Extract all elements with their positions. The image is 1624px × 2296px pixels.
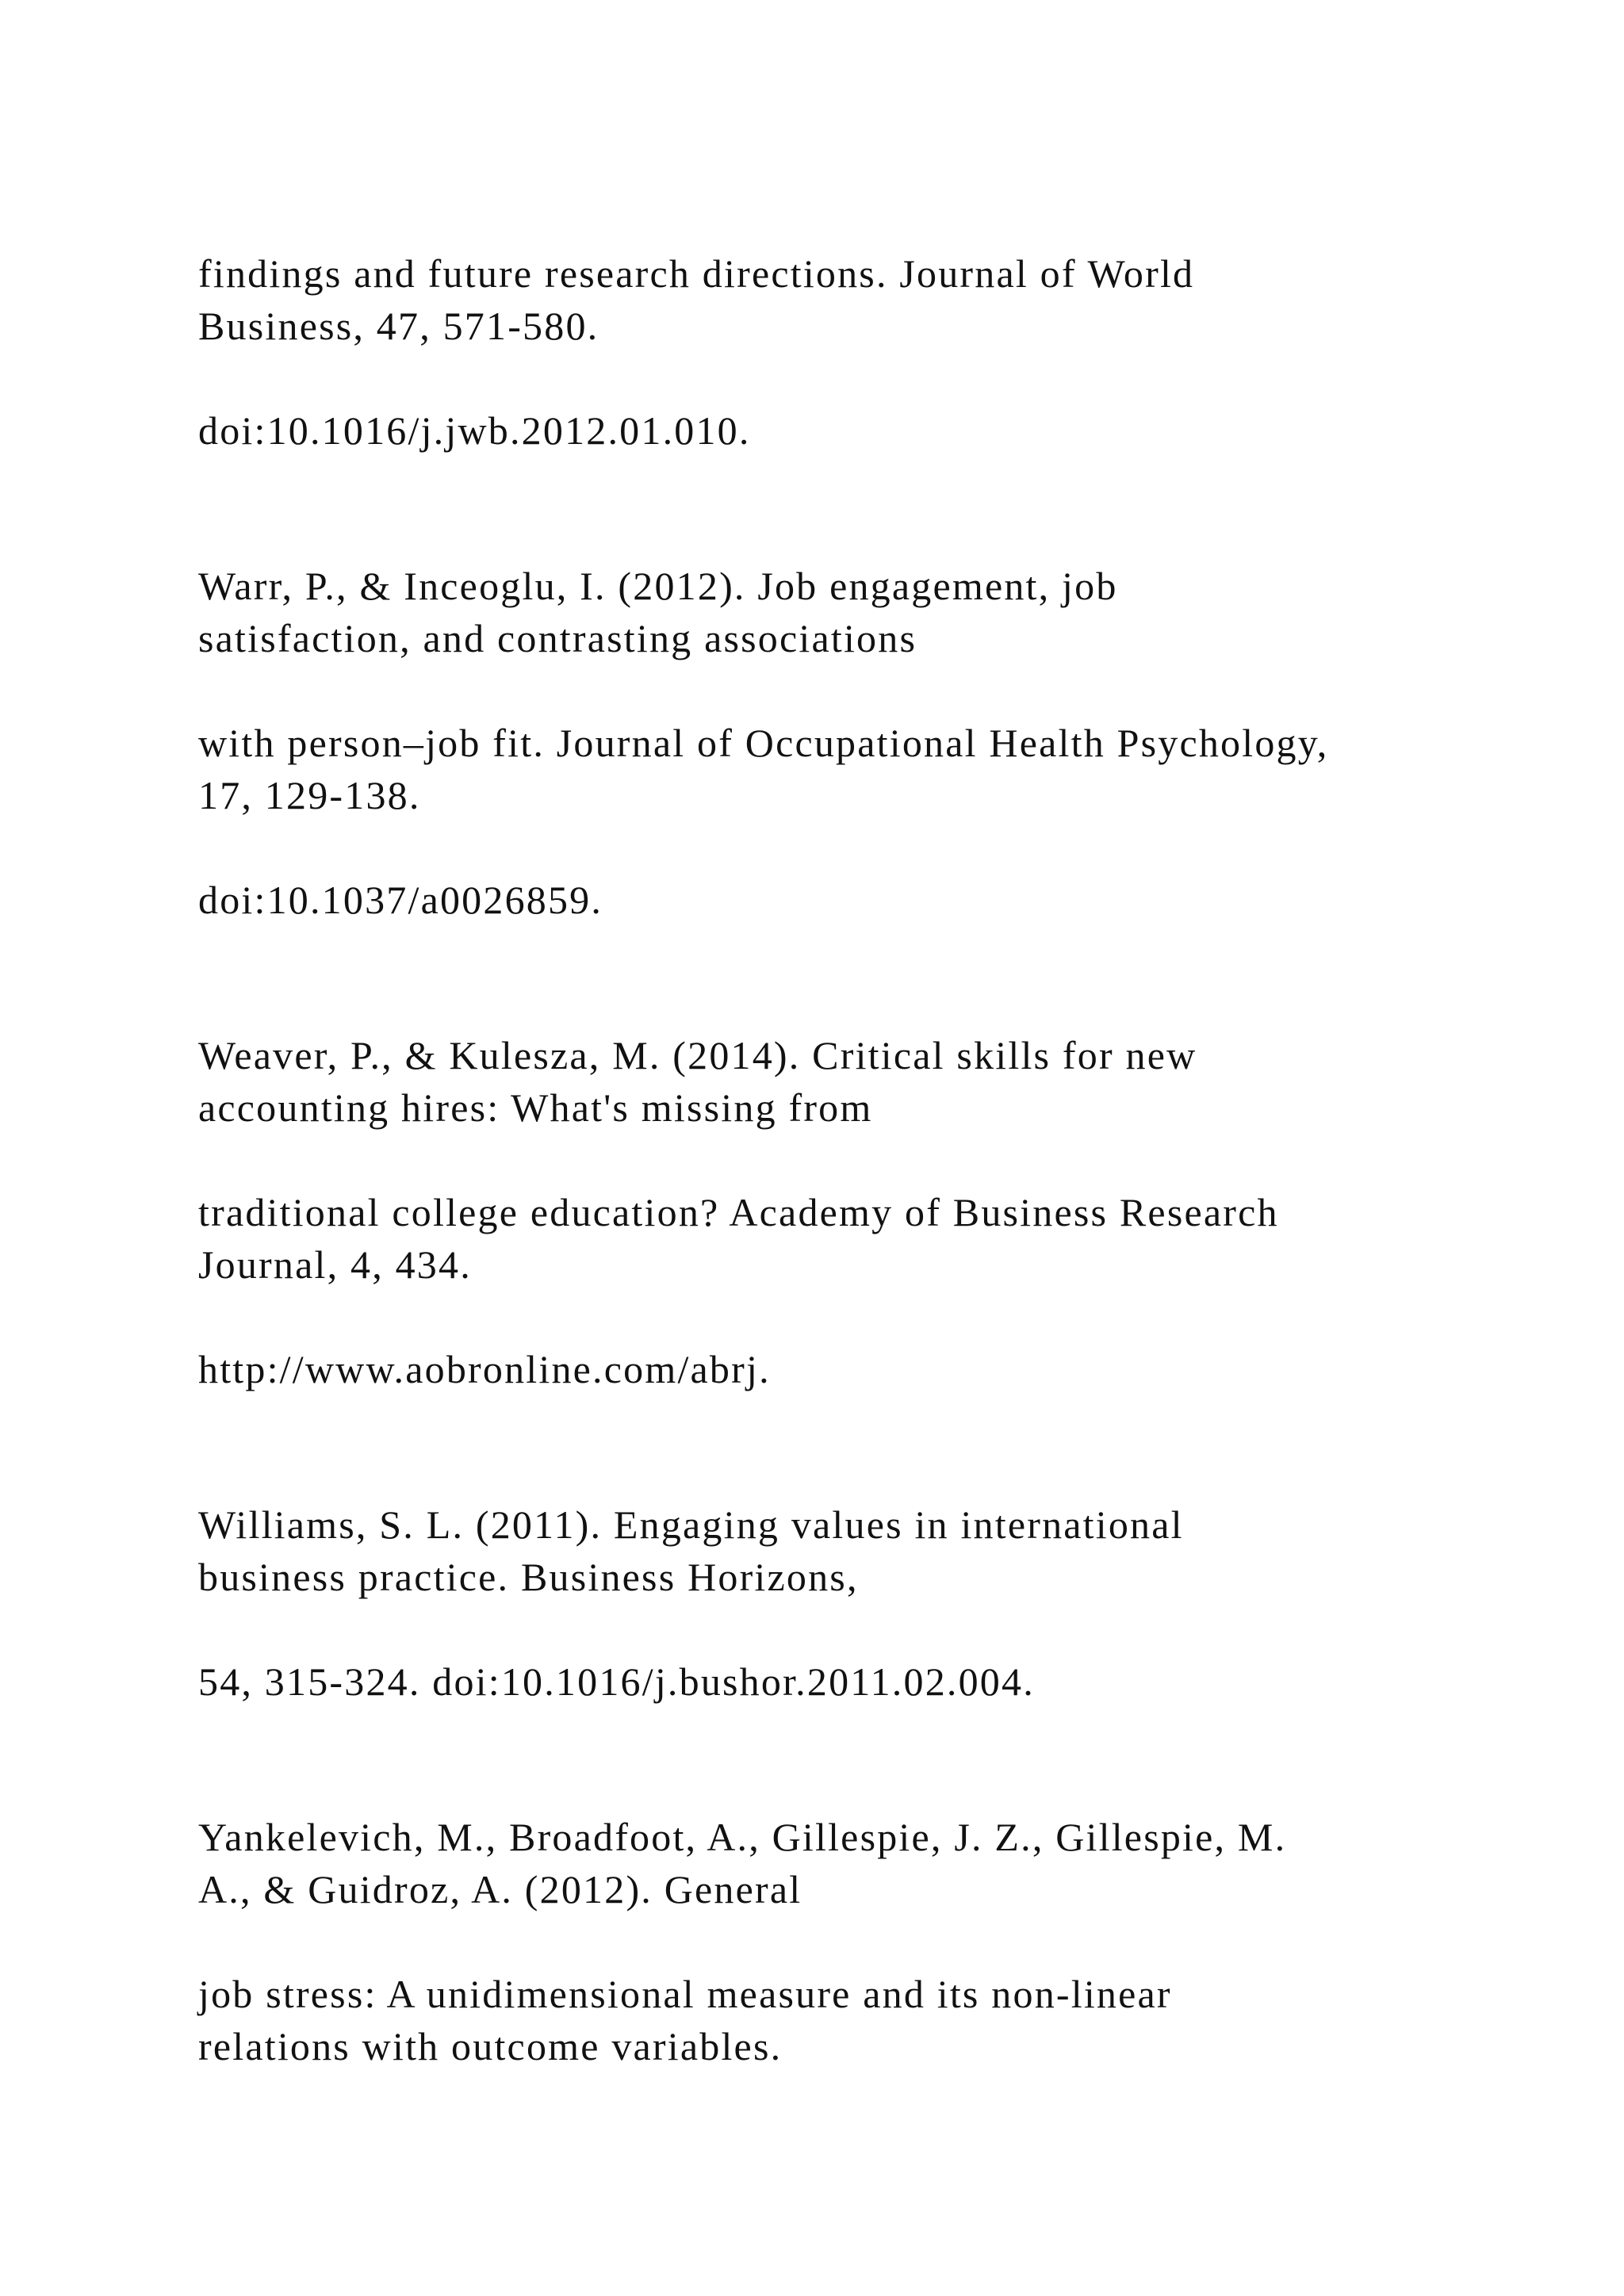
reference-text-block: Yankelevich, M., Broadfoot, A., Gillespie, J. Z., Gillespie, M. A., & Guidroz, A. (2012). General	[198, 1815, 1287, 1911]
reference-doi: doi:10.1016/j.jwb.2012.01.010.	[198, 408, 751, 453]
reference-url: http://www.aobronline.com/abrj.	[198, 1347, 771, 1391]
reference-text-block: Warr, P., & Inceoglu, I. (2012). Job engagement, job satisfaction, and contrasting associations	[198, 564, 1118, 660]
reference-doi: doi:10.1037/a0026859.	[198, 878, 603, 922]
reference-text-block: job stress: A unidimensional measure and its non-linear relations with outcome variables.	[198, 1972, 1172, 2068]
reference-text-block: Weaver, P., & Kulesza, M. (2014). Critical skills for new accounting hires: What's missing from	[198, 1033, 1197, 1130]
reference-text-block: Williams, S. L. (2011). Engaging values in international business practice. Business Horizons,	[198, 1502, 1184, 1599]
reference-doi: 54, 315-324. doi:10.1016/j.bushor.2011.02.004.	[198, 1659, 1035, 1704]
reference-text-block: with person–job fit. Journal of Occupational Health Psychology, 17, 129-138.	[198, 721, 1329, 817]
reference-text-block: findings and future research directions. Journal of World Business, 47, 571-580.	[198, 251, 1195, 348]
reference-text-block: traditional college education? Academy of Business Research Journal, 4, 434.	[198, 1190, 1279, 1287]
